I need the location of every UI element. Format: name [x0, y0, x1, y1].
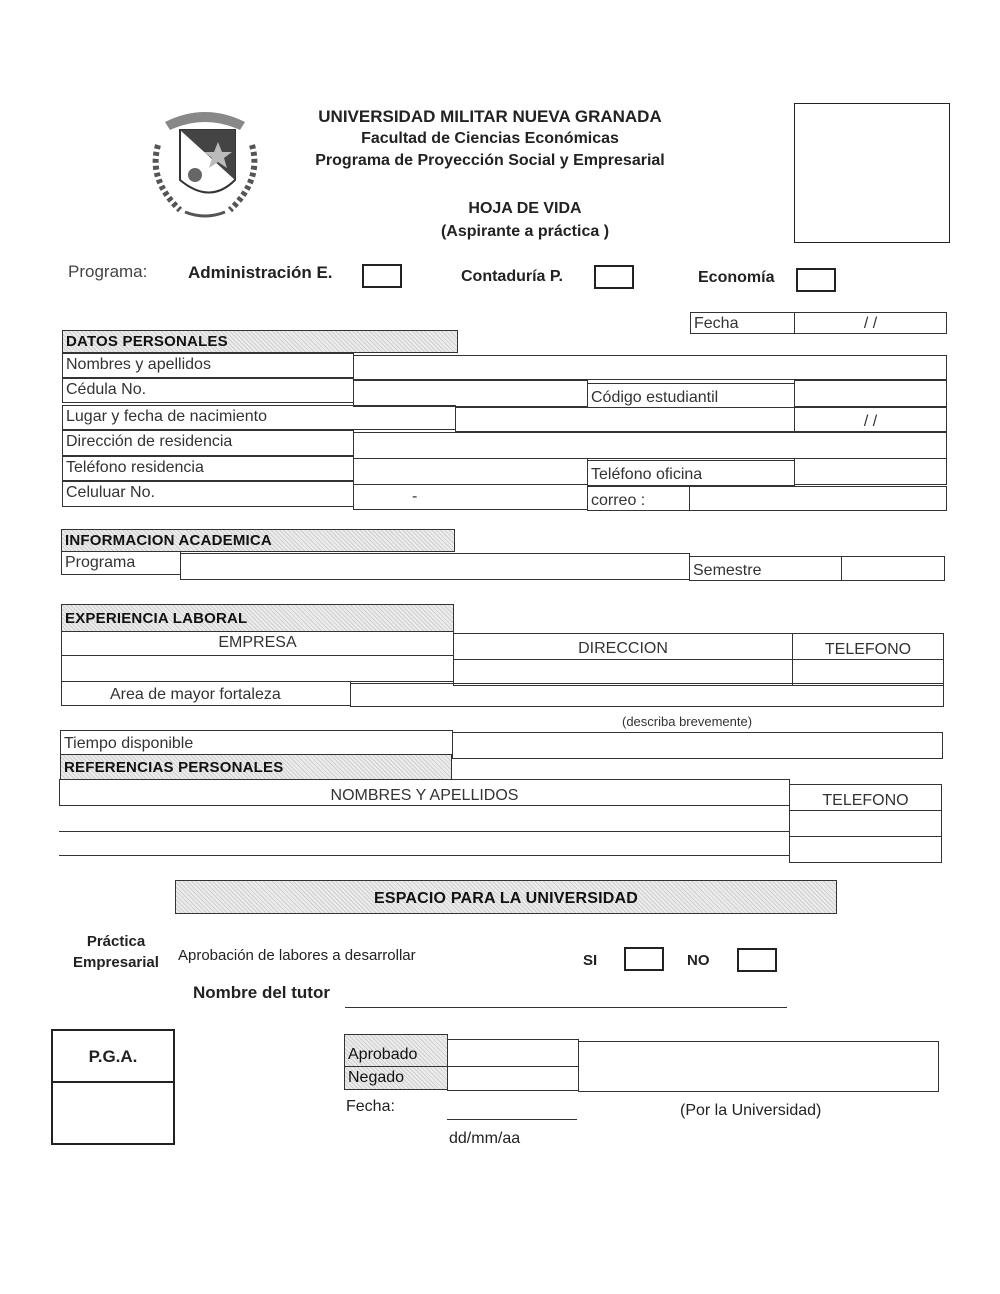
birth-label: Lugar y fecha de nacimiento — [62, 405, 456, 430]
personal-section-title: DATOS PERSONALES — [62, 330, 458, 353]
describe-note: (describa brevemente) — [622, 714, 753, 729]
email-field[interactable] — [689, 486, 947, 511]
checkbox-contaduria[interactable] — [594, 265, 634, 289]
faculty-name: Facultad de Ciencias Económicas — [361, 130, 619, 147]
aprobado-label: Aprobado — [344, 1034, 448, 1067]
fecha-university-field[interactable] — [447, 1119, 577, 1120]
option-administracion: Administración E. — [188, 263, 333, 282]
negado-field[interactable] — [447, 1066, 579, 1091]
ref-name-field-2[interactable] — [59, 831, 790, 856]
program-label: Programa: — [68, 262, 148, 281]
phone-office-field[interactable] — [794, 458, 947, 485]
academic-section-title: INFORMACION ACADEMICA — [61, 529, 455, 552]
phone-home-field[interactable] — [353, 458, 588, 485]
names-label: Nombres y apellidos — [62, 353, 354, 378]
checkbox-no[interactable] — [737, 948, 777, 972]
col-direccion: DIRECCION — [453, 633, 793, 660]
semestre-label: Semestre — [689, 556, 842, 581]
work-direccion-field[interactable] — [453, 659, 793, 686]
practice-label-1: Práctica — [86, 933, 146, 950]
by-university-label: (Por la Universidad) — [680, 1102, 822, 1119]
approval-label: Aprobación de labores a desarrollar — [178, 947, 416, 964]
tutor-field[interactable] — [345, 1007, 787, 1008]
phone-office-label: Teléfono oficina — [587, 460, 795, 486]
si-label: SI — [583, 952, 598, 969]
negado-label: Negado — [344, 1066, 448, 1090]
academic-program-field[interactable] — [180, 553, 690, 580]
mobile-field[interactable] — [353, 484, 588, 510]
strength-label: Area de mayor fortaleza — [61, 681, 351, 706]
university-section-banner: ESPACIO PARA LA UNIVERSIDAD — [175, 880, 837, 914]
semestre-field[interactable] — [841, 556, 945, 581]
work-telefono-field[interactable] — [792, 659, 944, 686]
ref-name-field-1[interactable] — [59, 805, 790, 832]
university-name: UNIVERSIDAD MILITAR NUEVA GRANADA — [318, 107, 662, 126]
availability-field[interactable] — [452, 732, 943, 759]
ref-phone-field-1[interactable] — [789, 810, 942, 837]
address-label: Dirección de residencia — [62, 430, 354, 456]
document-title: HOJA DE VIDA — [468, 200, 582, 217]
university-crest — [140, 100, 270, 225]
academic-program-label: Programa — [61, 551, 181, 575]
mobile-label: Celuluar No. — [62, 481, 354, 507]
cedula-field[interactable] — [353, 380, 588, 407]
pga-box — [51, 1029, 175, 1145]
birth-date-field[interactable]: / / — [794, 407, 947, 432]
pga-label: P.G.A. — [53, 1031, 173, 1083]
codigo-field[interactable] — [794, 380, 947, 407]
work-empresa-field[interactable] — [61, 655, 454, 682]
cedula-label: Cédula No. — [62, 378, 354, 403]
checkbox-si[interactable] — [624, 947, 664, 971]
tutor-label: Nombre del tutor — [193, 983, 330, 1002]
checkbox-economia[interactable] — [796, 268, 836, 292]
program-name: Programa de Proyección Social y Empresarial — [315, 152, 665, 169]
option-contaduria: Contaduría P. — [461, 268, 563, 285]
col-nombres: NOMBRES Y APELLIDOS — [59, 779, 790, 806]
university-signature-box[interactable] — [578, 1041, 939, 1092]
mobile-dash: - — [412, 488, 418, 505]
codigo-label: Código estudiantil — [587, 383, 795, 408]
aprobado-field[interactable] — [447, 1039, 579, 1067]
option-economia: Economía — [698, 269, 775, 286]
work-section-title: EXPERIENCIA LABORAL — [61, 604, 454, 632]
document-subtitle: (Aspirante a práctica ) — [440, 223, 610, 240]
birth-place-field[interactable] — [455, 407, 795, 432]
references-section-title: REFERENCIAS PERSONALES — [60, 754, 452, 780]
ref-phone-field-2[interactable] — [789, 836, 942, 863]
strength-field[interactable] — [350, 683, 944, 707]
phone-home-label: Teléfono residencia — [62, 456, 354, 481]
col-telefono: TELEFONO — [792, 633, 944, 660]
col-empresa: EMPRESA — [61, 631, 454, 656]
availability-label: Tiempo disponible — [60, 730, 453, 755]
fecha-label: Fecha — [690, 312, 795, 334]
names-field[interactable] — [353, 355, 947, 380]
checkbox-administracion[interactable] — [362, 264, 402, 288]
date-format-hint: dd/mm/aa — [449, 1130, 521, 1147]
email-label: correo : — [587, 486, 690, 511]
pga-field[interactable] — [53, 1083, 173, 1143]
col-ref-telefono: TELEFONO — [789, 784, 942, 811]
no-label: NO — [687, 952, 710, 969]
address-field[interactable] — [353, 432, 947, 459]
photo-box[interactable] — [794, 103, 950, 243]
practice-label-2: Empresarial — [73, 954, 159, 971]
fecha-university-label: Fecha: — [346, 1098, 395, 1115]
fecha-field[interactable]: / / — [794, 312, 947, 334]
